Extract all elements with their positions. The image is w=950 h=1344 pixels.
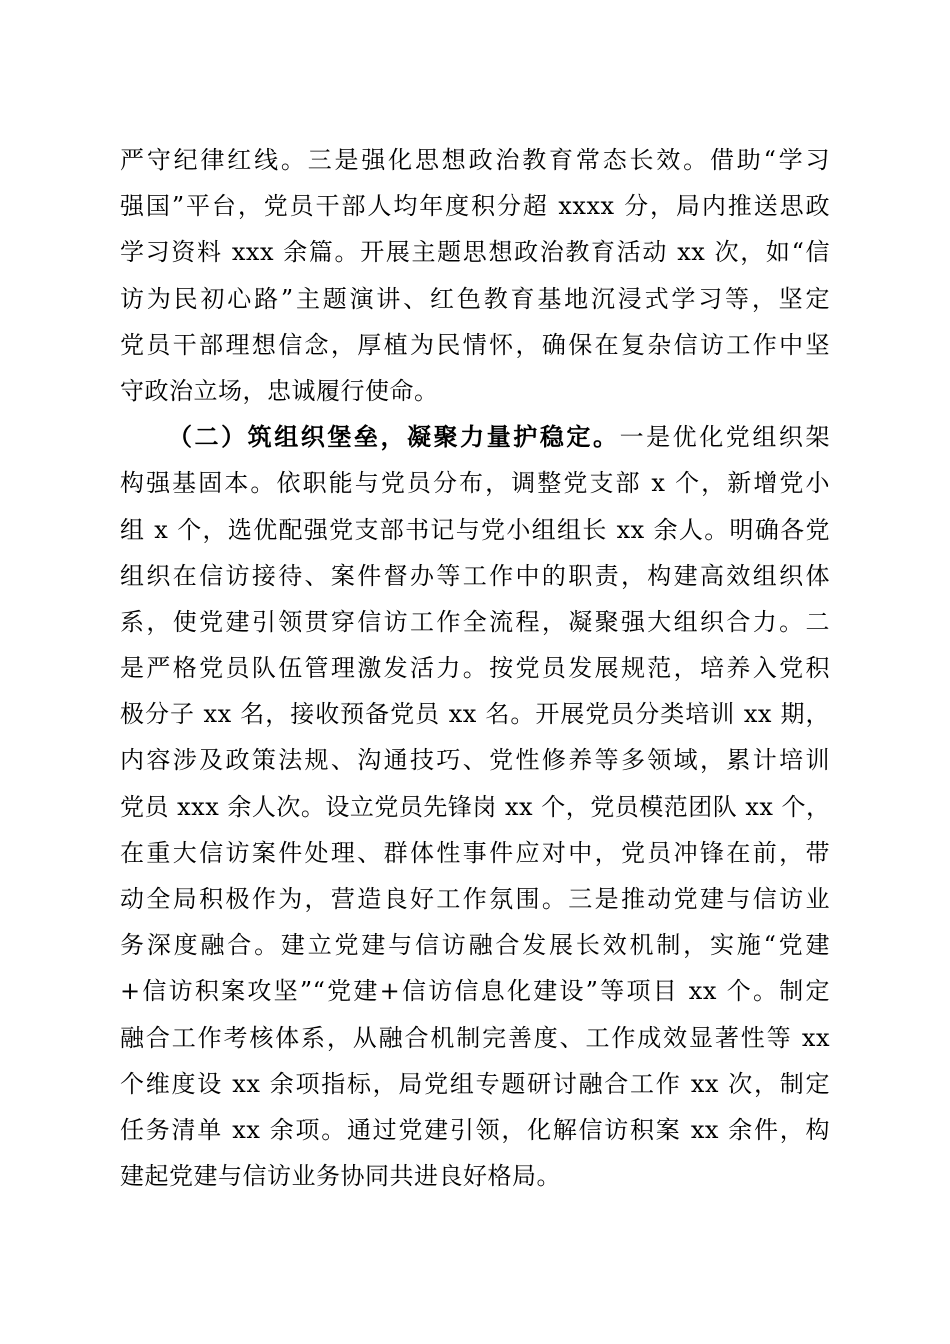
paragraph-1 (120, 137, 830, 414)
text-line: 系，使党建引领贯穿信访工作全流程，凝聚强大组织合力。二 (120, 607, 830, 636)
text-line: 访为民初心路”主题演讲、红色教育基地沉浸式学习等，坚定 (120, 284, 830, 313)
text-line: 组织在信访接待、案件督办等工作中的职责，构建高效组织体 (120, 561, 830, 590)
text-line: 建起党建与信访业务协同共进良好格局。 (120, 1162, 561, 1191)
section-heading: （二）筑组织堡垒，凝聚力量护稳定。 (168, 422, 620, 452)
text-line: 党员 xxx 余人次。设立党员先锋岗 xx 个，党员模范团队 xx 个， (120, 792, 831, 821)
text-line: 党员干部理想信念，厚植为民情怀，确保在复杂信访工作中坚 (120, 330, 830, 359)
document-page (120, 137, 830, 1199)
text-line: 学习资料 xxx 余篇。开展主题思想政治教育活动 xx 次，如“信 (120, 238, 830, 267)
text-line: 动全局积极作为，营造良好工作氛围。三是推动党建与信访业 (120, 885, 830, 913)
text-line: 守政治立场，忠诚履行使命。 (120, 376, 439, 405)
text-run: 一是优化党组织架 (619, 423, 830, 452)
text-line: 严守纪律红线。三是强化思想政治教育常态长效。借助“学习 (120, 146, 830, 174)
text-line: 构强基固本。依职能与党员分布，调整党支部 x 个，新增党小 (120, 469, 830, 498)
paragraph-first-line (120, 414, 830, 460)
text-line: 是严格党员队伍管理激发活力。按党员发展规范，培养入党积 (120, 654, 830, 683)
text-line: 在重大信访案件处理、群体性事件应对中，党员冲锋在前，带 (120, 838, 830, 867)
text-line: 任务清单 xx 余项。通过党建引领，化解信访积案 xx 余件，构 (120, 1115, 830, 1144)
text-line: 强国”平台，党员干部人均年度积分超 xxxx 分，局内推送思政 (120, 192, 830, 221)
text-line: 融合工作考核体系，从融合机制完善度、工作成效显著性等 xx (120, 1023, 830, 1052)
text-line: 组 x 个，选优配强党支部书记与党小组组长 xx 余人。明确各党 (120, 515, 830, 544)
paragraph-2 (120, 414, 830, 1199)
text-line: 内容涉及政策法规、沟通技巧、党性修养等多领域，累计培训 (120, 746, 830, 775)
text-line: +信访积案攻坚”“党建+信访信息化建设”等项目 xx 个。制定 (120, 977, 830, 1006)
text-line: 务深度融合。建立党建与信访融合发展长效机制，实施“党建 (120, 931, 830, 960)
text-line: 个维度设 xx 余项指标，局党组专题研讨融合工作 xx 次，制定 (120, 1069, 830, 1098)
text-line: 极分子 xx 名，接收预备党员 xx 名。开展党员分类培训 xx 期， (120, 700, 830, 729)
